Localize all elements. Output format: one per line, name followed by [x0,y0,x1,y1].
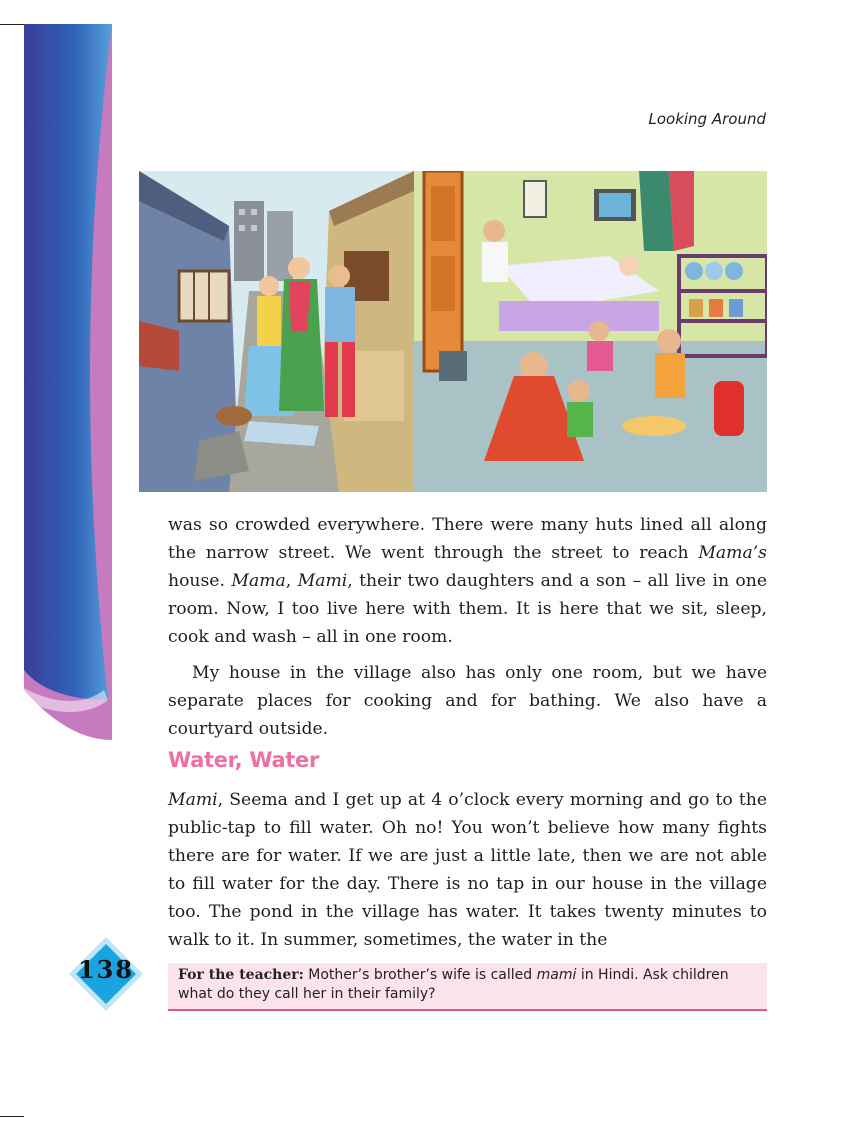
teacher-note-text: in Hindi. Ask children what do they call her in their family? [178,967,729,1002]
running-head: Looking Around [648,110,766,128]
text-run: , their two daughters and a son – all live in one room. Now, I too live here with them. It is here that we sit, sleep, cook and wash – all in one room. [168,571,767,647]
text-run: was so crowded everywhere. There were many huts lined all along the narrow street. We went through the street to reach [168,515,767,563]
crop-mark-bottom [0,1116,24,1117]
italic-word: Mama’s [698,543,767,563]
teacher-note-italic: mami [536,967,577,983]
paragraph-crowded-street [168,511,767,651]
street-and-room-illustration [139,171,767,492]
paragraph-village-house [168,659,767,743]
paragraph-text: My house in the village also has only one room, but we have separate places for cooking and for bathing. We also have a courtyard outside. [168,663,767,739]
text-run: house. [168,571,232,591]
italic-word: Mami [297,571,348,591]
teacher-note-label: For the teacher: [178,967,304,983]
text-run: , [285,571,298,591]
paragraph-text [168,786,767,954]
crop-mark-top [0,24,24,25]
section-heading: Water, Water [168,748,320,772]
teacher-note-text: Mother’s brother’s wife is called [303,967,537,983]
teacher-note-box [168,963,767,1011]
page-number: 138 [77,955,135,984]
italic-word: Mami [168,790,218,810]
paragraph-text [168,511,767,651]
paragraph-water [168,786,767,954]
italic-word: Mama [231,571,286,591]
text-run: , Seema and I get up at 4 o’clock every morning and go to the public-tap to fill water. Oh no! You won’t believe how many fights there are for water. If we are just a little late, then we are not able to fill water for the day. There is no tap in our house in the village too. The pond in the village has water. It takes twenty minutes to walk to it. In summer, sometimes, the water in the [168,790,767,950]
